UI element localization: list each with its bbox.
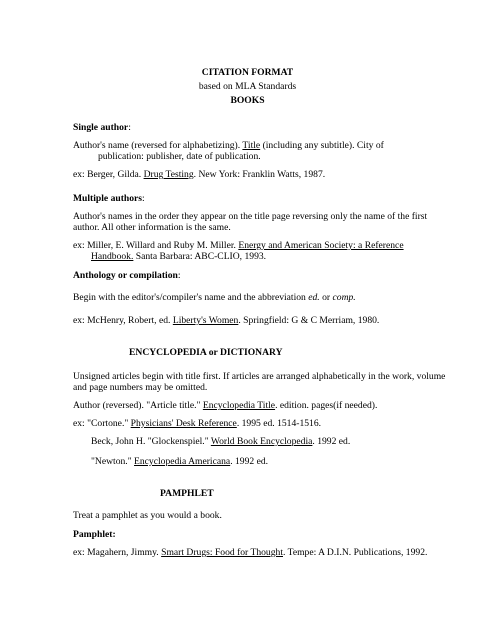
anthology-ex-prefix: ex: McHenry, Robert, ed.: [73, 315, 173, 326]
encyclopedia-ex3-title: Encyclopedia Americana: [134, 456, 231, 467]
books-heading: BOOKS: [230, 95, 265, 106]
single-author-label: Single author: [73, 122, 129, 133]
encyclopedia-ex1-suffix: . 1995 ed. 1514-1516.: [236, 418, 322, 429]
encyclopedia-example-3: [91, 456, 475, 468]
anthology-desc-comp: comp.: [332, 292, 356, 303]
single-author-description-line2: publication: publisher, date of publication.: [98, 151, 261, 162]
pamphlet-ex-title: Smart Drugs: Food for Thought: [161, 547, 283, 558]
page-subtitle: based on MLA Standards: [198, 81, 297, 92]
encyclopedia-format-suffix: . edition. pages(if needed).: [275, 400, 378, 411]
encyclopedia-format-prefix: Author (reversed). "Article title.": [73, 400, 203, 411]
single-desc-text: Author's name (reversed for alphabetizing).: [73, 140, 243, 151]
encyclopedia-example-2: [91, 436, 475, 448]
multiple-authors-heading: [73, 193, 475, 205]
anthology-example: [73, 315, 475, 327]
multiple-ex-title: Energy and American Society: a Reference: [238, 240, 404, 251]
multiple-authors-colon: :: [142, 193, 145, 204]
single-ex-suffix: . New York: Franklin Watts, 1987.: [193, 169, 326, 180]
encyclopedia-description: Unsigned articles begin with title first. If articles are arranged alphabetically in the work, volume: [73, 371, 446, 382]
encyclopedia-ex2-suffix: . 1992 ed.: [312, 436, 351, 447]
multiple-ex-title-line2: Handbook.: [91, 251, 134, 262]
multiple-authors-description-line2: author. All other information is the same.: [73, 222, 231, 233]
single-desc-title: Title: [242, 140, 261, 151]
pamphlet-description: Treat a pamphlet as you would a book.: [73, 510, 222, 521]
anthology-colon: :: [177, 270, 181, 281]
encyclopedia-ex3-suffix: . 1992 ed.: [230, 456, 269, 467]
anthology-desc-or: or: [319, 292, 333, 303]
pamphlet-ex-prefix: ex: Magahern, Jimmy.: [73, 547, 162, 558]
pamphlet-heading: PAMPHLET: [160, 488, 214, 499]
multiple-ex-prefix: ex: Miller, E. Willard and Ruby M. Miller.: [73, 240, 239, 251]
multiple-ex-suffix: Santa Barbara: ABC-CLIO, 1993.: [133, 251, 267, 262]
multiple-authors-example-line2: [91, 251, 475, 263]
single-author-example: [73, 169, 475, 181]
encyclopedia-format: [73, 400, 475, 412]
single-author-colon: :: [128, 122, 131, 133]
encyclopedia-heading: ENCYCLOPEDIA or DICTIONARY: [129, 347, 283, 358]
anthology-description: [73, 292, 475, 304]
anthology-ex-title: Liberty's Women: [172, 315, 239, 326]
multiple-authors-description: Author's names in the order they appear on the title page reversing only the name of the first: [73, 211, 428, 222]
single-ex-prefix: ex: Berger, Gilda.: [73, 169, 144, 180]
encyclopedia-ex3-prefix: "Newton.": [91, 456, 135, 467]
anthology-ex-suffix: . Springfield: G & C Merriam, 1980.: [238, 315, 380, 326]
encyclopedia-ex2-prefix: Beck, John H. "Glockenspiel.": [91, 436, 211, 447]
encyclopedia-format-title: Encyclopedia Title: [202, 400, 276, 411]
encyclopedia-description-line2: and page numbers may be omitted.: [73, 382, 208, 393]
anthology-desc-text: Begin with the editor's/compiler's name and the abbreviation: [73, 292, 309, 303]
encyclopedia-ex1-prefix: ex: "Cortone.": [73, 418, 131, 429]
anthology-label: Anthology or compilation: [73, 270, 178, 281]
encyclopedia-ex1-title: Physicians' Desk Reference: [130, 418, 237, 429]
anthology-heading: [73, 270, 475, 282]
multiple-authors-label: Multiple authors: [73, 193, 143, 204]
single-author-heading: [73, 122, 475, 134]
single-ex-title: Drug Testing: [143, 169, 194, 180]
encyclopedia-ex2-title: World Book Encyclopedia: [210, 436, 313, 447]
pamphlet-label: Pamphlet:: [73, 529, 116, 540]
encyclopedia-example-1: [73, 418, 475, 430]
pamphlet-ex-suffix: . Tempe: A D.I.N. Publications, 1992.: [283, 547, 428, 558]
pamphlet-example: [73, 547, 475, 559]
anthology-desc-ed: ed.: [308, 292, 320, 303]
single-desc-text2: (including any subtitle). City of: [260, 140, 384, 151]
page-title: CITATION FORMAT: [201, 67, 294, 78]
